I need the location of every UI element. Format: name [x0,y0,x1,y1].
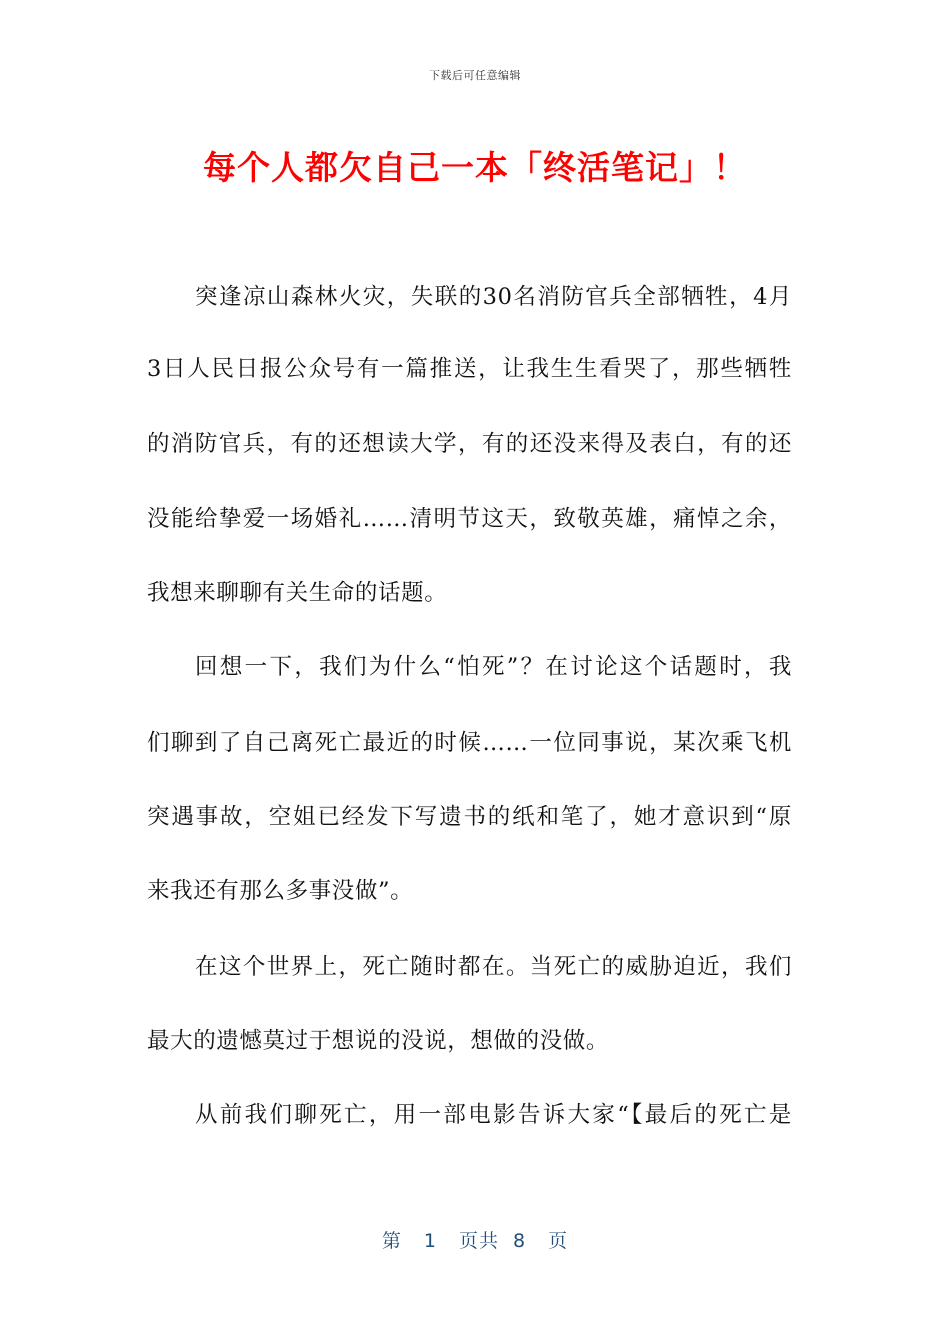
paragraph-line: 们聊到了自己离死亡最近的时候……一位同事说，某次乘飞机 [147,730,792,756]
footer-middle: 页共 [458,1230,499,1252]
paragraph-line: 突逢凉山森林火灾，失联的30名消防官兵全部牺牲，4月 [195,284,792,310]
footer-suffix: 页 [548,1230,569,1252]
paragraph-line: 回想一下，我们为什么“怕死”？在讨论这个话题时，我 [195,654,792,680]
footer-prefix: 第 [381,1230,402,1252]
header-note: 下载后可任意编辑 [429,69,521,82]
paragraph-line: 最大的遗憾莫过于想说的没说，想做的没做。 [147,1028,610,1054]
footer-page-number: 1 [423,1230,437,1252]
paragraph-line: 的消防官兵，有的还想读大学，有的还没来得及表白，有的还 [147,431,792,457]
paragraph-line: 从前我们聊死亡，用一部电影告诉大家“【最后的死亡是 [195,1102,792,1128]
paragraph-line: 在这个世界上，死亡随时都在。当死亡的威胁迫近，我们 [195,954,792,980]
paragraph-line: 来我还有那么多事没做”。 [147,878,414,904]
paragraph-line: 没能给挚爱一场婚礼……清明节这天，致敬英雄，痛悼之余， [147,506,792,532]
paragraph-line: 我想来聊聊有关生命的话题。 [147,580,448,606]
footer-total-pages: 8 [513,1230,527,1252]
paragraph-line: 突遇事故，空姐已经发下写遗书的纸和笔了，她才意识到“原 [147,804,792,830]
paragraph-line: 3日人民日报公众号有一篇推送，让我生生看哭了，那些牺牲 [147,356,792,382]
page-footer [0,1226,950,1253]
document-title: 每个人都欠自己一本「终活笔记」！ [203,148,747,187]
